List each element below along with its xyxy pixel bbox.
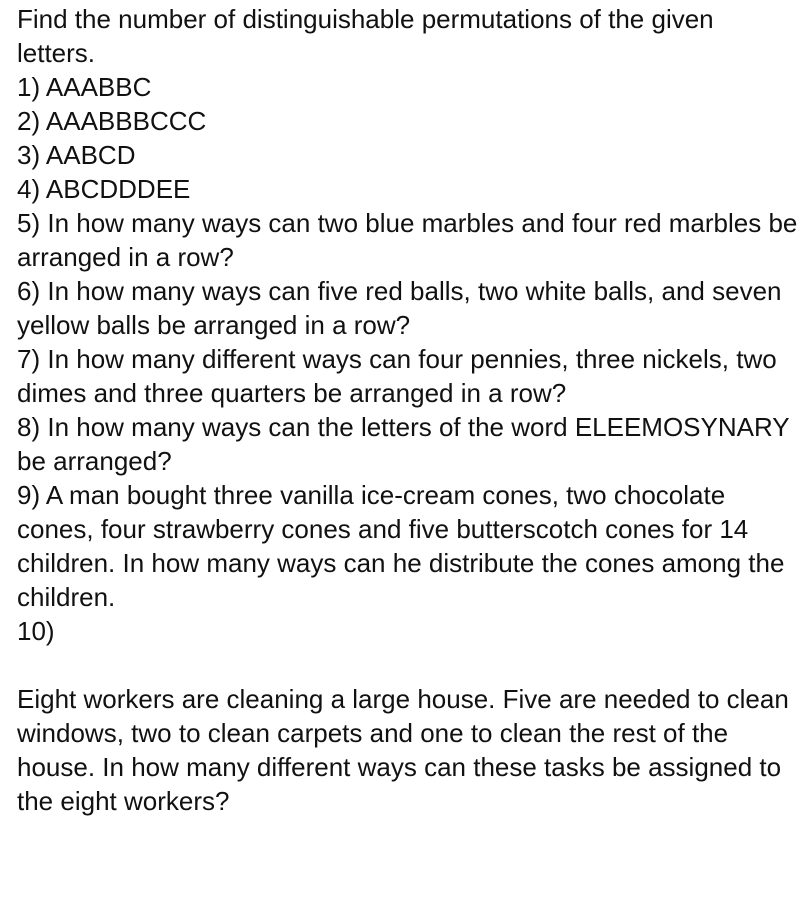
problem-6: 6) In how many ways can five red balls, two white balls, and seven yellow balls be arranged in a row? (17, 276, 789, 340)
problem-7: 7) In how many different ways can four pennies, three nickels, two dimes and three quarters be arranged in a row? (17, 344, 784, 408)
problem-4: 4) ABCDDDEE (17, 174, 191, 204)
problem-5: 5) In how many ways can two blue marbles and four red marbles be arranged in a row? (17, 208, 805, 272)
problem-sheet (17, 2, 805, 818)
problem-3: 3) AABCD (17, 140, 136, 170)
paragraph-spacer (17, 648, 798, 682)
problem-8: 8) In how many ways can the letters of the word ELEEMOSYNARY be arranged? (17, 412, 797, 476)
problem-1: 1) AAABBC (17, 72, 152, 102)
problem-10-label: 10) (17, 616, 55, 646)
problem-2: 2) AAABBBCCC (17, 106, 207, 136)
problem-9: 9) A man bought three vanilla ice-cream cones, two chocolate cones, four strawberry cones and five butterscotch cones for 14 children. In how many ways can he distribute the cones among the children. (17, 480, 792, 612)
problem-10-text: Eight workers are cleaning a large house. Five are needed to clean windows, two to clean carpets and one to clean the rest of the house. In how many different ways can these tasks be assigned to the eight workers? (17, 684, 797, 816)
intro-text: Find the number of distinguishable permutations of the given letters. (17, 4, 721, 68)
